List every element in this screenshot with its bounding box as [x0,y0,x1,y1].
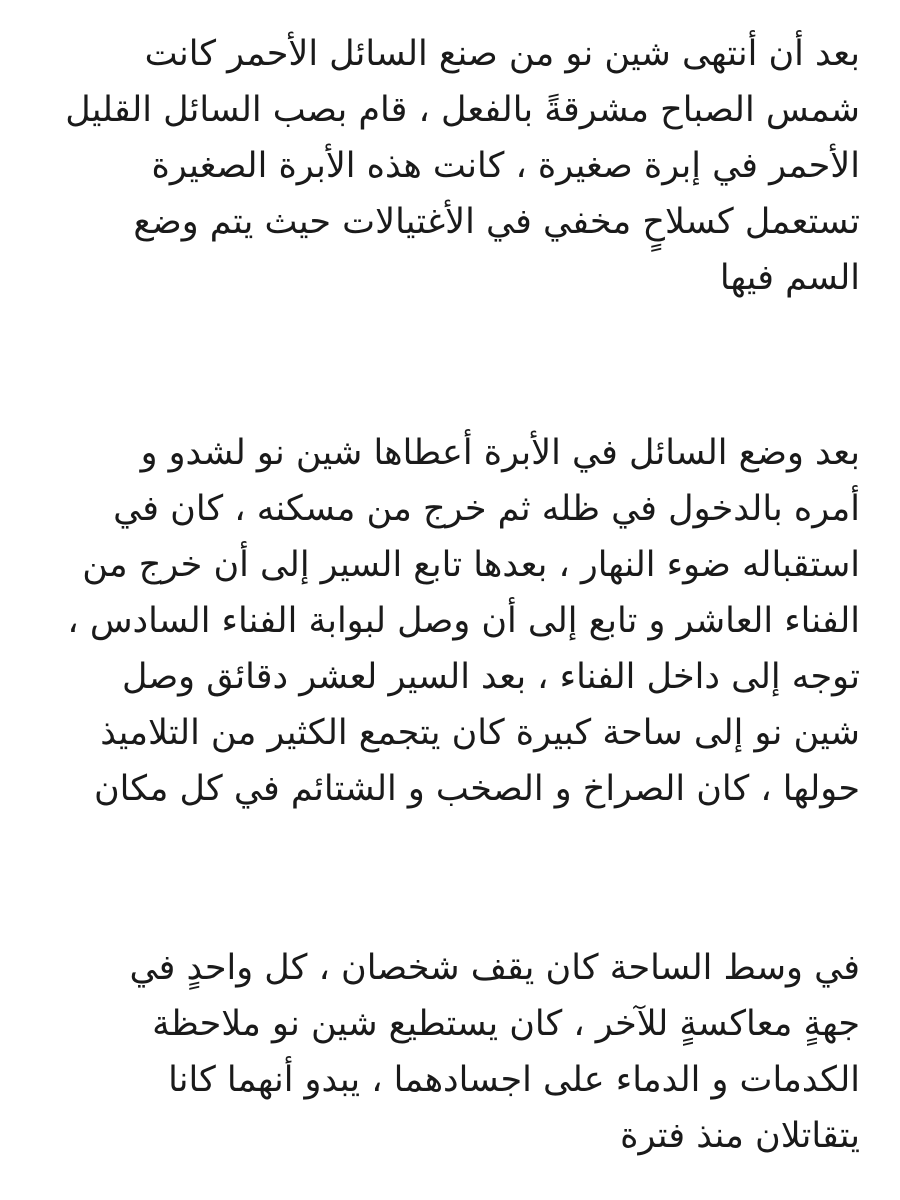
text-line: تستعمل كسلاحٍ مخفي في الأغتيالات حيث يتم وضع [133,202,860,242]
text-line: توجه إلى داخل الفناء ، بعد السير لعشر دقائق وصل [121,657,860,697]
text-line: الكدمات و الدماء على اجسادهما ، يبدو أنهما كانا [168,1060,860,1100]
text-line: السم فيها [719,258,860,298]
text-line: شمس الصباح مشرقةً بالفعل ، قام بصب السائل القليل [65,90,860,130]
text-line: حولها ، كان الصراخ و الصخب و الشتائم في كل مكان [93,769,860,809]
text-line: في وسط الساحة كان يقف شخصان ، كل واحدٍ في [129,948,860,988]
text-line: أمره بالدخول في ظله ثم خرج من مسكنه ، كان في [113,489,860,529]
text-line: يتقاتلان منذ فترة [620,1116,860,1156]
text-line: الأحمر في إبرة صغيرة ، كانت هذه الأبرة الصغيرة [151,146,860,186]
text-line: الفناء العاشر و تابع إلى أن وصل لبوابة الفناء السادس ، [67,601,860,641]
text-line: جهةٍ معاكسةٍ للآخر ، كان يستطيع شين نو ملاحظة [152,1004,860,1044]
text-line: بعد وضع السائل في الأبرة أعطاها شين نو لشدو و [140,433,860,473]
paragraph-1 [60,26,860,306]
text-line: بعد أن أنتهى شين نو من صنع السائل الأحمر كانت [144,34,860,74]
text-line: شين نو إلى ساحة كبيرة كان يتجمع الكثير من التلاميذ [100,713,860,753]
paragraph-2 [60,425,860,817]
paragraph-3 [60,940,860,1164]
text-line: استقباله ضوء النهار ، بعدها تابع السير إلى أن خرج من [82,545,860,585]
